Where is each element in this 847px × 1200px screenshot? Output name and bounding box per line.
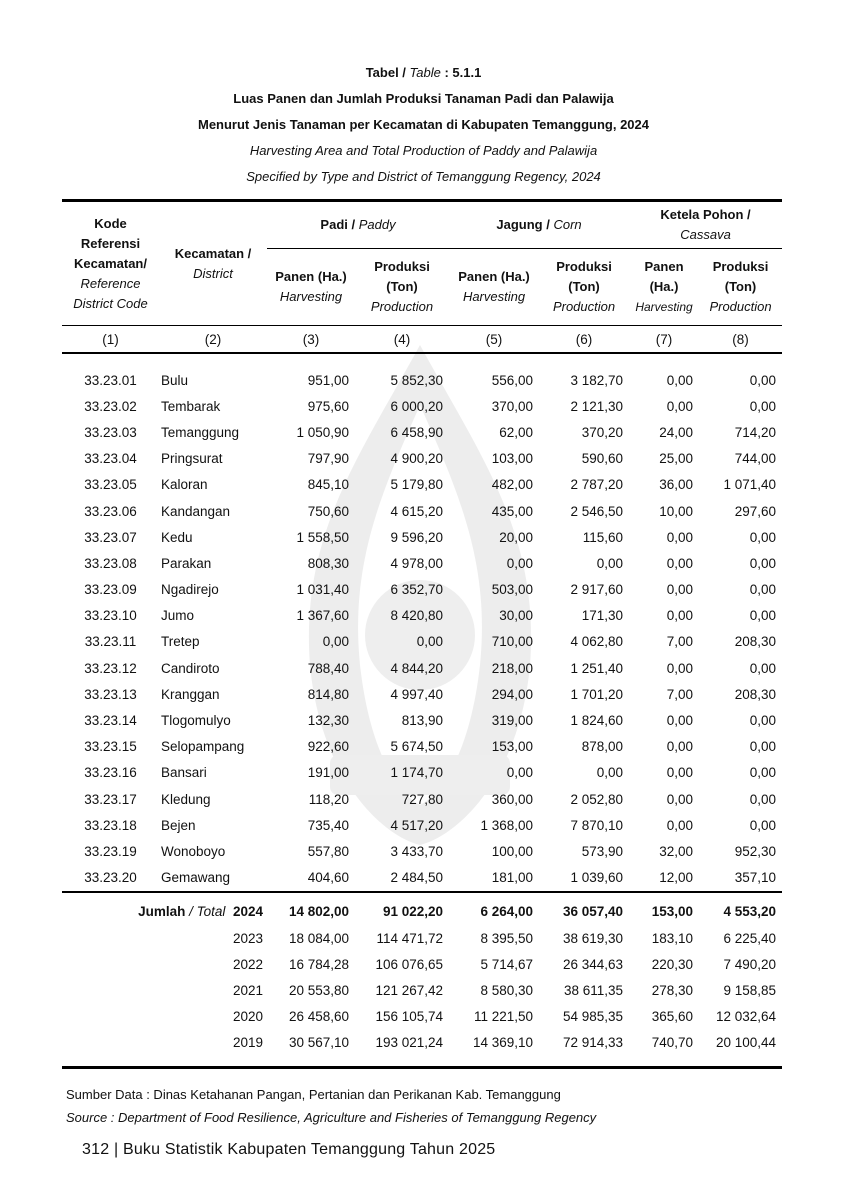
title-english-1: Harvesting Area and Total Production of Paddy and Palawija [249,143,598,158]
district-code: 33.23.15 [84,739,137,755]
table-row [62,550,782,576]
value-cell: 0,00 [666,529,694,545]
history-cell: 114 471,72 [376,930,444,946]
table-number: Tabel / Table : 5.1.1 [365,65,482,80]
district-name: Wonoboyo [161,843,226,859]
table-row [62,760,782,786]
history-cell: 72 914,33 [562,1035,624,1051]
value-cell: 0,00 [596,765,624,781]
value-cell: 1 368,00 [480,817,534,833]
value-cell: 975,60 [307,398,349,414]
district-code: 33.23.06 [84,503,137,519]
history-row [62,1004,782,1030]
history-cell: 30 567,10 [288,1035,349,1051]
value-cell: 1 824,60 [570,713,624,729]
value-cell: 0,00 [749,582,777,598]
value-cell: 30,00 [499,608,534,624]
value-cell: 750,60 [307,503,349,519]
history-cell: 8 395,50 [480,930,534,946]
value-cell: 557,80 [307,843,349,859]
district-name: Bejen [161,817,196,833]
value-cell: 435,00 [491,503,534,519]
value-cell: 813,90 [401,713,444,729]
history-cell: 365,60 [651,1009,694,1025]
value-cell: 0,00 [666,398,694,414]
history-cell: 5 714,67 [480,956,534,972]
value-cell: 5 674,50 [390,739,444,755]
header-padi-produksi: Produksi (Ton) Production [355,249,449,326]
value-cell: 788,40 [307,660,349,676]
value-cell: 191,00 [307,765,349,781]
header-jagung-panen: Panen (Ha.) Harvesting [449,249,539,326]
total-cell: 6 264,00 [480,904,534,920]
value-cell: 556,00 [491,372,534,388]
value-cell: 8 420,80 [390,608,444,624]
value-cell: 4 844,20 [390,660,444,676]
total-cell: 91 022,20 [382,904,444,920]
value-cell: 36,00 [659,477,694,493]
table-row [62,446,782,472]
value-cell: 0,00 [666,555,694,571]
table-row [62,629,782,655]
value-cell: 2 484,50 [390,870,444,886]
district-code: 33.23.16 [84,765,137,781]
value-cell: 1 558,50 [296,529,349,545]
col-number: (2) [159,326,267,354]
value-cell: 2 052,80 [570,791,624,807]
value-cell: 2 917,60 [570,582,624,598]
spacer-row [62,353,782,367]
value-cell: 0,00 [506,765,534,781]
total-label: Jumlah / Total 2024 [138,904,263,920]
value-cell: 5 179,80 [390,477,444,493]
table-row [62,472,782,498]
value-cell: 878,00 [581,739,624,755]
value-cell: 952,30 [734,843,777,859]
source-note [66,1083,596,1129]
district-code: 33.23.19 [84,843,137,859]
harvest-production-table [62,199,782,1069]
header-padi: Padi / Paddy [267,201,449,249]
value-cell: 0,00 [596,555,624,571]
district-rows [62,367,782,892]
col-number: (5) [449,326,539,354]
value-cell: 10,00 [659,503,694,519]
value-cell: 370,20 [581,424,624,440]
district-name: Tembarak [161,398,221,414]
district-code: 33.23.12 [84,660,137,676]
value-cell: 319,00 [491,713,534,729]
table-row [62,865,782,892]
value-cell: 12,00 [659,870,694,886]
district-name: Selopampang [161,739,245,755]
total-row [62,899,782,925]
value-cell: 482,00 [491,477,534,493]
district-code: 33.23.14 [84,713,137,729]
value-cell: 0,00 [749,817,777,833]
district-code: 33.23.01 [84,372,137,388]
value-cell: 6 352,70 [390,582,444,598]
value-cell: 797,90 [307,451,349,467]
history-row [62,977,782,1003]
value-cell: 710,00 [491,634,534,650]
value-cell: 4 997,40 [390,686,444,702]
col-number: (3) [267,326,355,354]
history-cell: 20 553,80 [288,982,349,998]
district-name: Tlogomulyo [161,713,231,729]
value-cell: 153,00 [491,739,534,755]
district-code: 33.23.13 [84,686,137,702]
district-name: Parakan [161,555,212,571]
col-number: (6) [539,326,629,354]
table-bottom-rule [62,1056,782,1068]
header-padi-panen: Panen (Ha.) Harvesting [267,249,355,326]
value-cell: 25,00 [659,451,694,467]
col-number: (1) [62,326,159,354]
value-cell: 404,60 [307,870,349,886]
value-cell: 590,60 [581,451,624,467]
source-indonesian: Sumber Data : Dinas Ketahanan Pangan, Pertanian dan Perikanan Kab. Temanggung [66,1087,561,1102]
history-cell: 14 369,10 [472,1035,534,1051]
district-code: 33.23.05 [84,477,137,493]
header-ketela-produksi: Produksi (Ton) Production [699,249,782,326]
value-cell: 0,00 [749,529,777,545]
value-cell: 171,30 [581,608,624,624]
district-code: 33.23.18 [84,817,137,833]
header-ketela-panen: Panen (Ha.) Harvesting [629,249,699,326]
value-cell: 2 121,30 [570,398,624,414]
history-cell: 20 100,44 [715,1035,777,1051]
value-cell: 0,00 [666,660,694,676]
history-cell: 9 158,85 [723,982,777,998]
history-cell: 38 619,30 [562,930,624,946]
header-jagung-produksi: Produksi (Ton) Production [539,249,629,326]
header-row-1 [62,201,782,249]
value-cell: 922,60 [307,739,349,755]
district-name: Temanggung [161,424,240,440]
history-cell: 121 267,42 [375,982,444,998]
district-name: Bansari [161,765,207,781]
table-row [62,498,782,524]
value-cell: 20,00 [499,529,534,545]
value-cell: 5 852,30 [390,372,444,388]
value-cell: 4 062,80 [570,634,624,650]
value-cell: 1 039,60 [570,870,624,886]
value-cell: 118,20 [308,791,349,807]
district-name: Kedu [161,529,193,545]
district-code: 33.23.02 [84,398,137,414]
district-code: 33.23.09 [84,582,137,598]
district-code: 33.23.07 [84,529,137,545]
value-cell: 6 458,90 [390,424,444,440]
value-cell: 0,00 [749,713,777,729]
value-cell: 32,00 [659,843,694,859]
total-cell: 153,00 [651,904,694,920]
value-cell: 9 596,20 [390,529,444,545]
table-row [62,707,782,733]
value-cell: 3 182,70 [570,372,624,388]
history-cell: 6 225,40 [723,930,777,946]
value-cell: 1 251,40 [570,660,624,676]
history-cell: 183,10 [651,930,694,946]
value-cell: 0,00 [666,817,694,833]
value-cell: 0,00 [506,555,534,571]
value-cell: 115,60 [582,529,624,545]
value-cell: 0,00 [666,713,694,729]
history-cell: 38 611,35 [563,982,624,998]
history-row [62,951,782,977]
table-row [62,524,782,550]
value-cell: 0,00 [666,739,694,755]
history-cell: 18 084,00 [288,930,349,946]
column-number-row [62,326,782,354]
value-cell: 0,00 [666,791,694,807]
value-cell: 2 787,20 [570,477,624,493]
history-cell: 156 105,74 [375,1009,444,1025]
col-number: (7) [629,326,699,354]
total-cell: 36 057,40 [562,904,624,920]
district-name: Jumo [161,608,195,624]
table-row [62,681,782,707]
district-name: Gemawang [161,870,231,886]
value-cell: 370,00 [491,398,534,414]
table-row [62,419,782,445]
value-cell: 7,00 [666,634,694,650]
value-cell: 3 433,70 [390,843,444,859]
summary-rows [62,892,782,1068]
header-ketela: Ketela Pohon / Cassava [629,201,782,249]
value-cell: 1 031,40 [296,582,349,598]
history-cell: 54 985,35 [562,1009,624,1025]
value-cell: 62,00 [499,424,534,440]
value-cell: 0,00 [322,634,349,650]
history-cell: 12 032,64 [715,1009,777,1025]
history-cell: 220,30 [651,956,694,972]
value-cell: 503,00 [491,582,534,598]
value-cell: 7,00 [666,686,694,702]
page-footer [82,1141,495,1159]
value-cell: 727,80 [401,791,444,807]
value-cell: 0,00 [749,791,777,807]
title-indonesian-1: Luas Panen dan Jumlah Produksi Tanaman Padi dan Palawija [233,91,614,106]
value-cell: 814,80 [307,686,349,702]
history-year: 2019 [232,1035,263,1051]
district-name: Bulu [161,372,189,388]
table-row [62,812,782,838]
value-cell: 573,90 [581,843,624,859]
history-row [62,1030,782,1056]
value-cell: 1 174,70 [390,765,444,781]
district-name: Candiroto [161,660,220,676]
value-cell: 103,00 [491,451,534,467]
value-cell: 0,00 [666,765,694,781]
total-cell: 14 802,00 [288,904,349,920]
total-cell: 4 553,20 [723,904,777,920]
value-cell: 1 701,20 [570,686,624,702]
value-cell: 7 870,10 [570,817,624,833]
history-row [62,925,782,951]
district-name: Kranggan [161,686,220,702]
district-code: 33.23.10 [84,608,137,624]
value-cell: 4 900,20 [390,451,444,467]
value-cell: 0,00 [666,608,694,624]
value-cell: 357,10 [734,870,777,886]
value-cell: 0,00 [749,555,777,571]
district-name: Pringsurat [161,451,223,467]
district-name: Kaloran [161,477,208,493]
value-cell: 208,30 [734,686,777,702]
history-cell: 26 458,60 [288,1009,349,1025]
district-code: 33.23.08 [84,555,137,571]
value-cell: 0,00 [666,582,694,598]
history-cell: 16 784,28 [288,956,349,972]
value-cell: 181,00 [491,870,534,886]
table-row [62,655,782,681]
district-code: 33.23.20 [84,870,137,886]
district-name: Ngadirejo [161,582,219,598]
source-english: Source : Department of Food Resilience, Agriculture and Fisheries of Temanggung Regency [66,1110,597,1125]
district-code: 33.23.11 [84,634,137,650]
value-cell: 100,00 [491,843,534,859]
value-cell: 0,00 [666,372,694,388]
value-cell: 735,40 [307,817,349,833]
history-cell: 278,30 [651,982,694,998]
value-cell: 294,00 [491,686,534,702]
district-code: 33.23.04 [84,451,137,467]
footer-title: | Buku Statistik Kabupaten Temanggung Tahun 2025 [113,1141,496,1158]
value-cell: 0,00 [416,634,444,650]
history-cell: 8 580,30 [480,982,534,998]
table-row [62,367,782,393]
table-titles [0,60,847,190]
header-code: Kode Referensi Kecamatan/ Reference District Code [62,201,159,326]
table-row [62,393,782,419]
value-cell: 4 978,00 [390,555,444,571]
history-year: 2021 [232,982,263,998]
value-cell: 0,00 [749,739,777,755]
value-cell: 218,00 [491,660,534,676]
header-district: Kecamatan / District [159,201,267,326]
value-cell: 208,30 [734,634,777,650]
history-cell: 7 490,20 [723,956,777,972]
value-cell: 951,00 [307,372,349,388]
value-cell: 0,00 [749,398,777,414]
history-year: 2023 [232,930,263,946]
table-row [62,577,782,603]
value-cell: 0,00 [749,372,777,388]
value-cell: 808,30 [307,555,349,571]
table-row [62,603,782,629]
separator-row [62,892,782,899]
district-code: 33.23.03 [84,424,137,440]
history-cell: 26 344,63 [562,956,624,972]
title-english-2: Specified by Type and District of Temanggung Regency, 2024 [246,169,601,184]
value-cell: 845,10 [307,477,349,493]
value-cell: 24,00 [659,424,694,440]
value-cell: 0,00 [749,608,777,624]
table-row [62,838,782,864]
district-code: 33.23.17 [84,791,137,807]
history-year: 2022 [232,956,263,972]
value-cell: 714,20 [734,424,777,440]
value-cell: 744,00 [734,451,777,467]
value-cell: 1 071,40 [723,477,777,493]
value-cell: 132,30 [307,713,349,729]
header-jagung: Jagung / Corn [449,201,629,249]
value-cell: 0,00 [749,765,777,781]
district-name: Kledung [161,791,211,807]
value-cell: 0,00 [749,660,777,676]
history-cell: 740,70 [651,1035,694,1051]
table-row [62,786,782,812]
value-cell: 4 615,20 [390,503,444,519]
history-cell: 106 076,65 [375,956,444,972]
history-cell: 193 021,24 [375,1035,444,1051]
title-indonesian-2: Menurut Jenis Tanaman per Kecamatan di Kabupaten Temanggung, 2024 [197,117,649,132]
col-number: (8) [699,326,782,354]
history-year: 2020 [232,1009,263,1025]
page-number: 312 [82,1141,110,1158]
table-row [62,734,782,760]
district-name: Tretep [161,634,200,650]
value-cell: 4 517,20 [390,817,444,833]
col-number: (4) [355,326,449,354]
value-cell: 297,60 [734,503,777,519]
value-cell: 6 000,20 [390,398,444,414]
value-cell: 360,00 [491,791,534,807]
history-cell: 11 221,50 [473,1009,534,1025]
district-name: Kandangan [161,503,231,519]
value-cell: 2 546,50 [570,503,624,519]
value-cell: 1 050,90 [296,424,349,440]
value-cell: 1 367,60 [296,608,349,624]
